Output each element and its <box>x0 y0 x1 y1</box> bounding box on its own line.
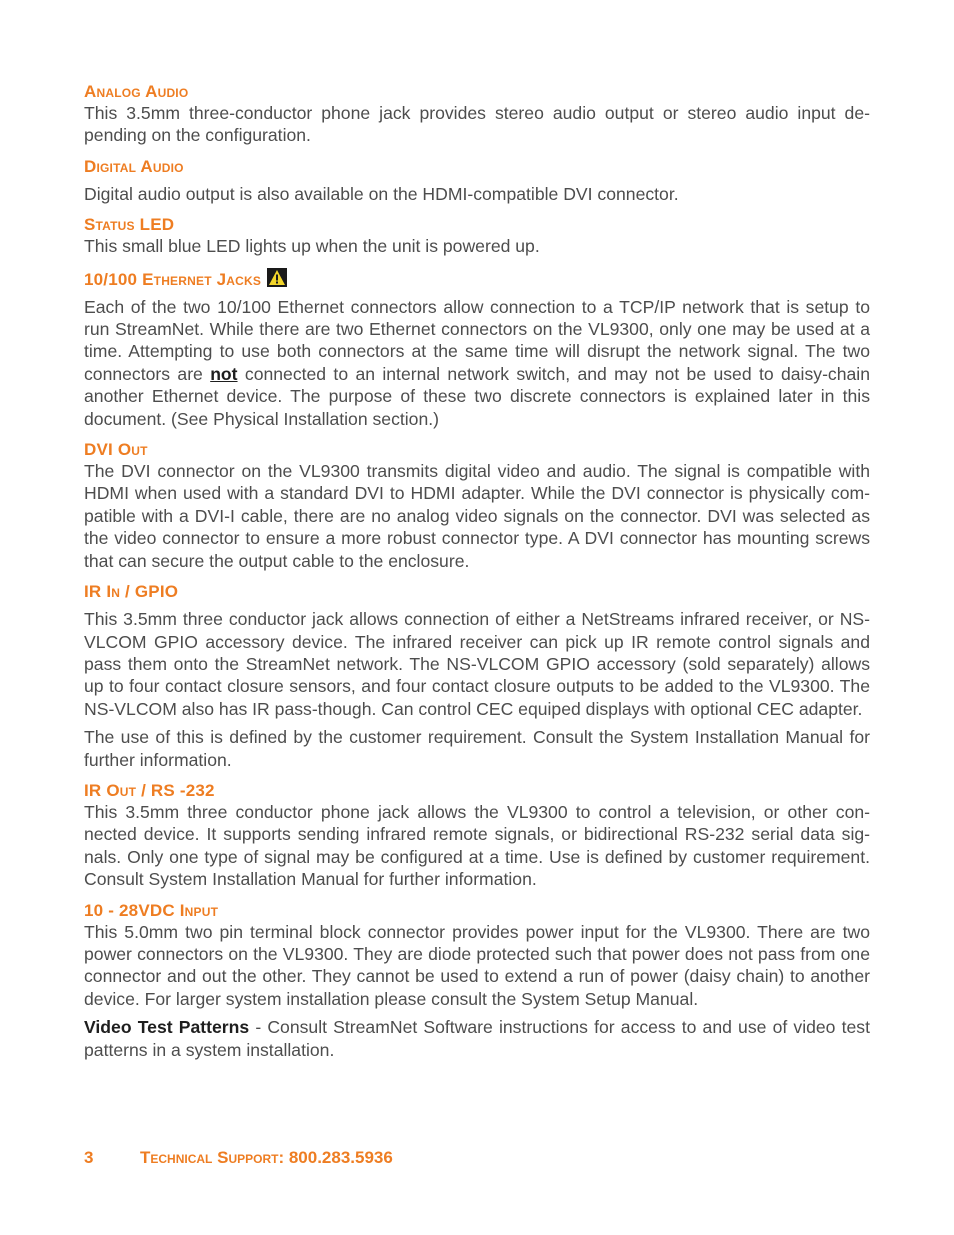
section-ethernet-jacks <box>84 268 870 430</box>
section-paragraph: Digital audio output is also available on the HDMI-compatible DVI connector. <box>84 183 679 204</box>
section-paragraph: This 3.5mm three-conductor phone jack provides stereo audio output or stereo audio input de-pending on the configuration. <box>84 103 870 146</box>
page-footer <box>84 1148 393 1168</box>
section-heading <box>84 268 870 290</box>
page-number: 3 <box>84 1148 94 1167</box>
section-paragraph: This small blue LED lights up when the unit is powered up. <box>84 236 540 257</box>
section-analog-audio <box>84 82 870 147</box>
section-paragraph: This 5.0mm two pin terminal block connector provides power input for the VL9300. There are two power connectors on the VL9300. They are diode protected such that power does not pass from one connector and out the other. They cannot be used to extend a run of power (daisy chain) to another device. For larger system installation please consult the System Setup Manual. <box>84 921 870 1009</box>
paragraph-text: connected to an internal network switch, and may not be used to daisy-chain another Ethernet device. The purpose of these two discrete connectors is explained later in this document. (See Physical Installation section.) <box>84 363 870 429</box>
section-heading: 10 - 28VDC Input <box>84 900 219 920</box>
section-heading: IR Out / RS -232 <box>84 780 215 800</box>
section-status-led <box>84 215 870 257</box>
section-ir-out-rs232 <box>84 781 870 891</box>
section-paragraph <box>84 1016 870 1061</box>
warning-triangle-icon <box>267 268 287 287</box>
section-heading: Digital Audio <box>84 156 184 176</box>
section-heading: DVI Out <box>84 440 148 460</box>
paragraph-text: - Consult StreamNet Software instructions for access to and use of video test patterns in a system installation. <box>84 1017 870 1060</box>
section-video-test-patterns <box>84 1016 870 1061</box>
section-heading: Analog Audio <box>84 82 189 101</box>
section-paragraph <box>84 296 870 430</box>
section-heading-text: 10/100 Ethernet Jacks <box>84 269 262 289</box>
emphasis-not: not <box>210 363 238 384</box>
section-power-input <box>84 901 870 1011</box>
section-digital-audio <box>84 157 870 205</box>
section-heading: Status LED <box>84 215 175 235</box>
video-test-label: Video Test Patterns <box>84 1017 250 1038</box>
section-paragraph: The DVI connector on the VL9300 transmits digital video and audio. The signal is compatible with HDMI when used with a standard DVI to HDMI adapter. While the DVI connector is physically com-patible with a DVI-I cable, there are no analog video signals on the connector. DVI was selected as the video connector to ensure a more robust connector type. A DVI connector has mounting screws that can secure the output cable to the enclosure. <box>84 461 870 571</box>
technical-support-label: Technical Support: 800.283.5936 <box>140 1148 393 1167</box>
section-dvi-out <box>84 440 870 572</box>
section-paragraph: The use of this is defined by the customer requirement. Consult the System Installation Manual for further information. <box>84 727 870 770</box>
paragraph-text: Each of the two 10/100 Ethernet connectors allow connection to a TCP/IP network that is setup to run StreamNet. While there are two Ethernet connectors on the VL9300, only one may be used at a time. Attempting to use both connectors at the same time will disrupt the network signal. The two connectors are <box>84 296 870 384</box>
section-ir-in-gpio <box>84 582 870 771</box>
section-paragraph: This 3.5mm three conductor phone jack allows the VL9300 to control a television, or other con-nected device. It supports sending infrared remote signals, or bidirectional RS-232 serial data sig-nals. Only one type of signal may be configured at a time. Use is defined by customer requirement. Consult System Installation Manual for further information. <box>84 801 870 890</box>
section-paragraph: This 3.5mm three conductor jack allows connection of either a NetStreams infrared receiver, or NS-VLCOM GPIO accessory device. The infrared receiver can pick up IR remote control signals and pass them onto the StreamNet network. The NS-VLCOM GPIO accessory (sold separately) allows up to four contact closure sensors, and four contact closure outputs to be added to the VL9300. The NS-VLCOM also has IR pass-though. Can control CEC equiped displays with optional CEC adapter. <box>84 609 870 719</box>
section-heading: IR In / GPIO <box>84 582 179 602</box>
page-content <box>84 82 870 1061</box>
